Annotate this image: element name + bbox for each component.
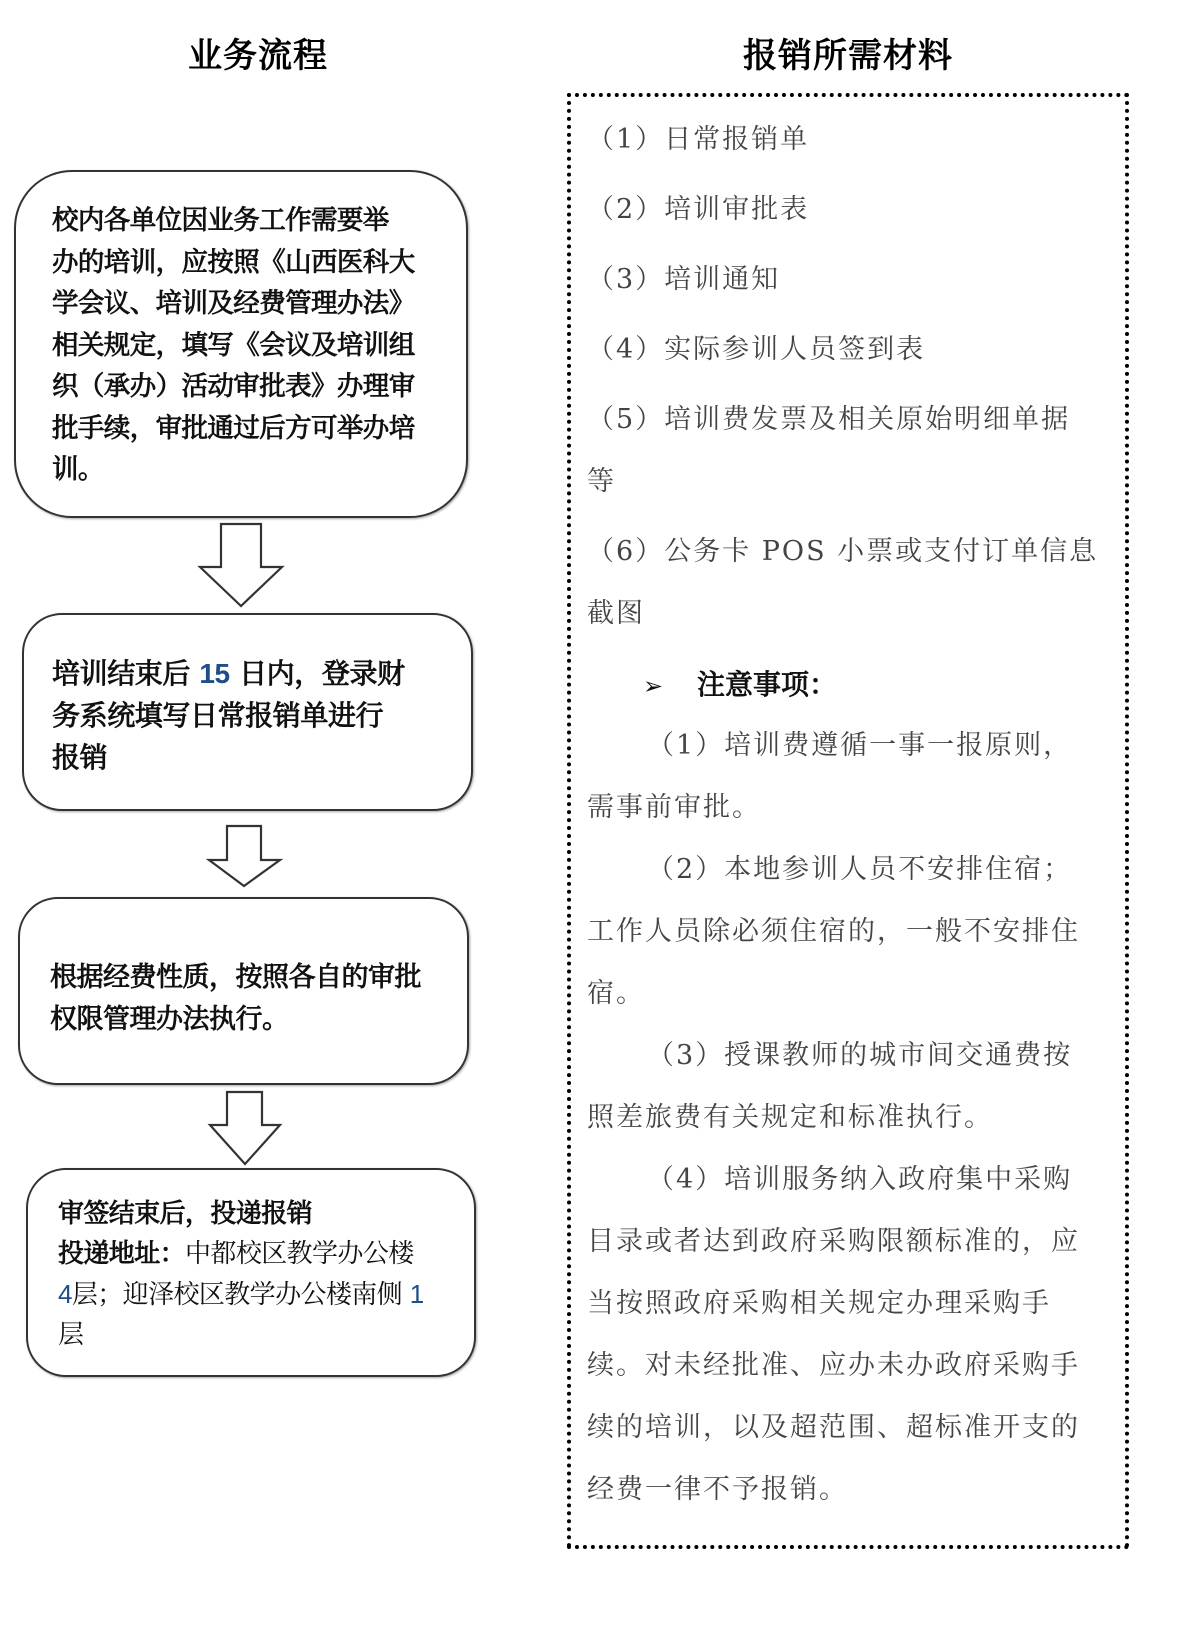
- notice-line: 需事前审批。: [587, 792, 761, 823]
- step-2-line: 务系统填写日常报销单进行: [52, 699, 384, 732]
- notice-line: 目录或者达到政府采购限额标准的，应: [587, 1226, 1080, 1257]
- step-3-line: 权限管理办法执行。: [50, 1004, 289, 1035]
- notice-line: （3）授课教师的城市间交通费按: [647, 1040, 1073, 1071]
- address-part-2: 层；迎泽校区教学办公楼南侧: [71, 1280, 410, 1310]
- materials-title: 报销所需材料: [743, 36, 953, 76]
- step-2-text-before: 培训结束后: [52, 657, 200, 690]
- step-1-line: 织（承办）活动审批表》办理审: [52, 371, 415, 402]
- material-item: （4）实际参训人员签到表: [587, 334, 926, 365]
- process-title: 业务流程: [188, 36, 328, 76]
- material-item: （1）日常报销单: [587, 124, 810, 155]
- step-2-line: 报销: [52, 741, 108, 774]
- step-3-text: [50, 957, 453, 1041]
- notice-line: （2）本地参训人员不安排住宿；: [647, 854, 1073, 885]
- material-item: （2）培训审批表: [587, 194, 810, 225]
- materials-panel: [567, 93, 1129, 1549]
- notice-line: 续的培训，以及超范围、超标准开支的: [587, 1412, 1080, 1443]
- step-1-line: 学会议、培训及经费管理办法》: [52, 288, 415, 319]
- material-item: （5）培训费发票及相关原始明细单据: [587, 404, 1071, 435]
- notice-line: （1）培训费遵循一事一报原则，: [647, 730, 1073, 761]
- step-2-text-after: 日内，登录财: [229, 657, 405, 690]
- notice-line: 照差旅费有关规定和标准执行。: [587, 1102, 993, 1133]
- flow-step-2: [22, 613, 473, 811]
- step-4-address: [58, 1234, 460, 1355]
- notice-line: 当按照政府采购相关规定办理采购手: [587, 1288, 1051, 1319]
- material-item-cont: 等: [587, 466, 616, 497]
- address-floor-2: 1: [409, 1279, 424, 1309]
- step-4-heading: 审签结束后，投递报销: [58, 1199, 313, 1229]
- step-1-line: 批手续，审批通过后方可举办培: [52, 412, 415, 444]
- step-1-line: 校内各单位因业务工作需要举: [52, 205, 389, 236]
- notice-line: 宿。: [587, 978, 645, 1009]
- notice-heading-text: 注意事项：: [697, 668, 838, 701]
- down-arrow-icon: [205, 1089, 285, 1169]
- flow-step-3: [18, 897, 469, 1085]
- days-number: 15: [199, 658, 230, 689]
- notice-line: 工作人员除必须住宿的，一般不安排住: [587, 916, 1080, 947]
- material-item-cont: 截图: [587, 598, 645, 629]
- flow-step-1: [14, 170, 468, 518]
- step-3-line: 根据经费性质，按照各自的审批: [50, 962, 421, 993]
- material-item: （3）培训通知: [587, 264, 781, 295]
- step-2-text: [52, 653, 457, 779]
- flow-step-4: [26, 1168, 476, 1377]
- down-arrow-icon: [205, 822, 285, 890]
- notice-line: 经费一律不予报销。: [587, 1474, 848, 1505]
- address-part-1: 中都校区教学办公楼: [185, 1239, 414, 1269]
- notice-heading: [643, 663, 837, 703]
- notice-line: 续。对未经批准、应办未办政府采购手: [587, 1350, 1080, 1381]
- address-label: 投递地址：: [58, 1239, 186, 1269]
- step-2-line: [52, 653, 457, 695]
- step-1-text: [52, 200, 448, 491]
- material-item: （6）公务卡 POS 小票或支付订单信息: [587, 536, 1099, 567]
- step-1-line: 相关规定，填写《会议及培训组: [52, 329, 415, 361]
- address-part-3: 层: [58, 1320, 84, 1350]
- step-1-line: 办的培训，应按照《山西医科大: [52, 246, 415, 278]
- step-4-text: [58, 1194, 460, 1355]
- step-1-line: 训。: [52, 454, 104, 485]
- notice-line: （4）培训服务纳入政府集中采购: [647, 1164, 1073, 1195]
- arrowhead-bullet-icon: ➢: [643, 672, 664, 700]
- address-floor-1: 4: [58, 1279, 72, 1309]
- down-arrow-icon: [195, 520, 287, 610]
